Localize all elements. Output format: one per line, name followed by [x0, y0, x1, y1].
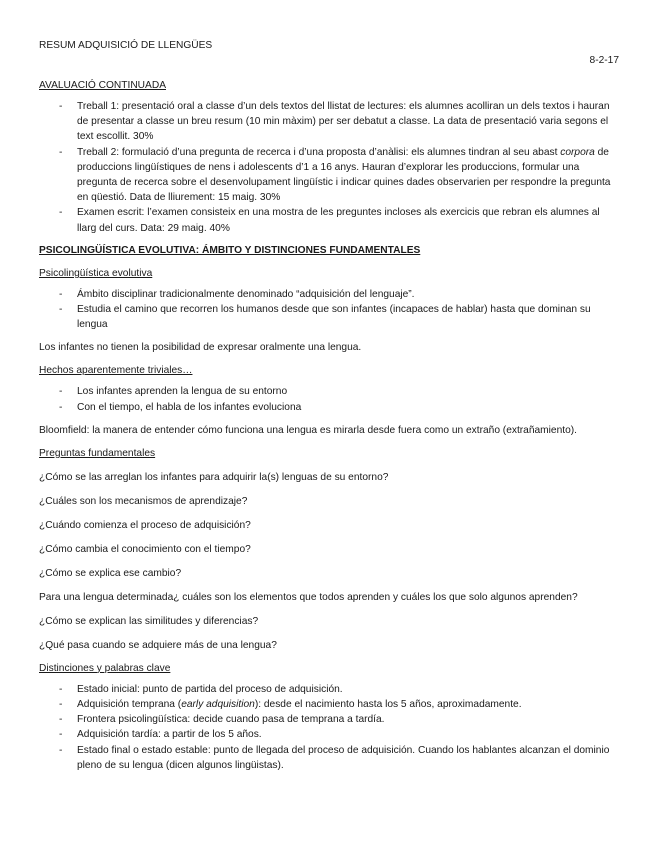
question: ¿Cuáles son los mecanismos de aprendizaje? [39, 495, 248, 507]
distinciones-list [39, 682, 619, 773]
document-header [39, 38, 619, 53]
list-item: - Estado inicial: punto de partida del proceso de adquisición. [39, 682, 619, 697]
question: ¿Cómo cambia el conocimiento con el tiempo? [39, 543, 251, 555]
question: ¿Cómo se las arreglan los infantes para adquirir la(s) lenguas de su entorno? [39, 471, 389, 483]
question: Para una lengua determinada¿ cuáles son los elementos que todos aprenden y cuáles los que solo algunos aprenden? [39, 591, 578, 603]
list-item: - Estudia el camino que recorren los humanos desde que son infantes (incapaces de hablar) hasta que dominan su lengua [39, 302, 619, 332]
document-date: 8-2-17 [589, 55, 619, 66]
bloomfield-paragraph: Bloomfield: la manera de entender cómo funciona una lengua es mirarla desde fuera como un extraño (extrañamiento). [39, 424, 577, 436]
list-item: - Examen escrit: l’examen consisteix en una mostra de les preguntes incloses als exercicis que rebran els alumnes al llarg del curs. Data: 29 maig. 40% [39, 205, 619, 235]
paragraph: Los infantes no tienen la posibilidad de expresar oralmente una lengua. [39, 342, 362, 354]
list-item: - Ámbito disciplinar tradicionalmente denominado “adquisición del lenguaje”. [39, 287, 619, 302]
psico-list [39, 287, 619, 333]
list-item: - Frontera psicolingüística: decide cuando pasa de temprana a tardía. [39, 712, 619, 727]
section-heading-avaluacio: AVALUACIÓ CONTINUADA [39, 80, 166, 91]
document-title: RESUM ADQUISICIÓ DE LLENGÜES [39, 40, 213, 51]
subheading-hechos: Hechos aparentemente triviales… [39, 365, 193, 377]
list-item: - Adquisición tardía: a partir de los 5 años. [39, 727, 619, 742]
list-item: - Adquisición temprana (early adquisition): desde el nacimiento hasta los 5 años, aproximadamente. [39, 697, 619, 712]
subheading-distinciones: Distinciones y palabras clave [39, 662, 171, 674]
subheading-psico-evolutiva: Psicolingüística evolutiva [39, 267, 153, 279]
section-heading-psico: PSICOLINGÜÍSTICA EVOLUTIVA: ÁMBITO Y DISTINCIONES FUNDAMENTALES [39, 244, 421, 256]
list-item: - Treball 2: formulació d’una pregunta de recerca i d’una proposta d’anàlisi: els alumnes tindran al seu abast corpora de produccions lingüístiques de nens i adolescents d’1 a 16 anys. Hauran d’explorar les produccions, formular una pregunta de recerca sobre el desenvolupament lingüístic i indicar quines dades observarien per respondre la pregunta en qüestió. Data de lliurement: 15 maig. 30% [39, 145, 619, 206]
question: ¿Cómo se explican las similitudes y diferencias? [39, 615, 259, 627]
hechos-list [39, 384, 619, 414]
subheading-preguntas: Preguntas fundamentales [39, 447, 156, 459]
list-item: - Los infantes aprenden la lengua de su entorno [39, 384, 619, 399]
question: ¿Qué pasa cuando se adquiere más de una lengua? [39, 639, 277, 651]
document-page [39, 38, 619, 773]
question: ¿Cuándo comienza el proceso de adquisición? [39, 519, 251, 531]
list-item: - Estado final o estado estable: punto de llegada del proceso de adquisición. Cuando los hablantes alcanzan el dominio pleno de su lengua (dicen algunos lingüistas). [39, 743, 619, 773]
question: ¿Cómo se explica ese cambio? [39, 567, 182, 579]
list-item: - Con el tiempo, el habla de los infantes evoluciona [39, 400, 619, 415]
avaluacio-list [39, 99, 619, 236]
list-item: - Treball 1: presentació oral a classe d’un dels textos del llistat de lectures: els alumnes acolliran un dels textos i hauran de presentar a classe un breu resum (10 min màxim) per ser debatut a classe. La data de presentació varia segons el text escollit. 30% [39, 99, 619, 145]
